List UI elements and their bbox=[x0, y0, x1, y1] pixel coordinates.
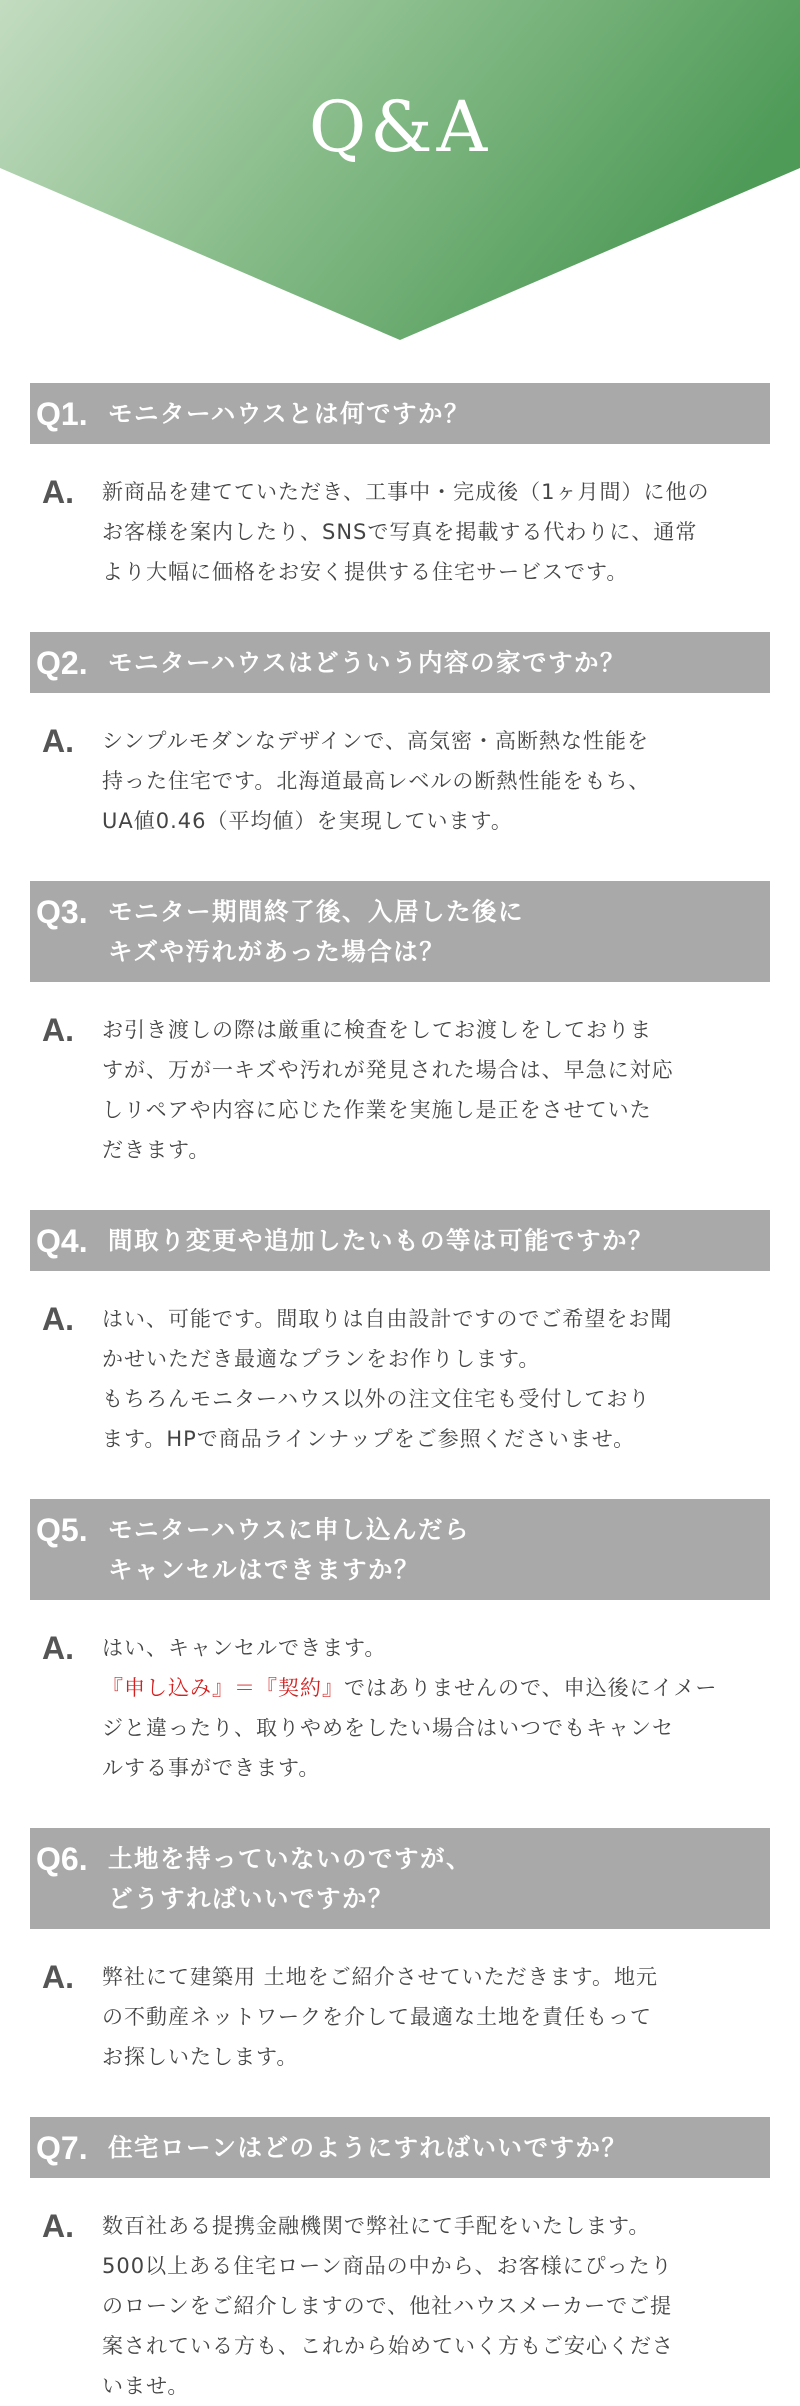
question-line: モニター期間終了後、入居した後に bbox=[108, 897, 524, 926]
answer-line: しリペアや内容に応じた作業を実施し是正をさせていた bbox=[102, 1098, 652, 1122]
question-text bbox=[108, 1221, 654, 1261]
page-title: Q&A bbox=[308, 86, 492, 168]
answer-line: 弊社にて建築用 土地をご紹介させていただきます。地元 bbox=[102, 1965, 658, 1989]
answer-text bbox=[102, 1010, 760, 1170]
question-bar bbox=[30, 1828, 770, 1929]
faq-list bbox=[0, 345, 800, 2406]
question-text bbox=[108, 394, 470, 434]
question-bar bbox=[30, 1210, 770, 1271]
answer-row bbox=[30, 2178, 770, 2406]
answer-mark: A. bbox=[42, 1012, 74, 1048]
answer-line: お探しいたします。 bbox=[102, 2045, 299, 2069]
question-text bbox=[108, 1839, 472, 1919]
answer-line: もちろんモニターハウス以外の注文住宅も受付しており bbox=[102, 1387, 651, 1411]
question-line: 間取り変更や追加したいもの等は可能ですか？ bbox=[108, 1226, 654, 1255]
question-line: 土地を持っていないのですが、 bbox=[108, 1844, 472, 1873]
question-bar bbox=[30, 2117, 770, 2178]
answer-line: 案されている方も、これから始めていく方もご安心くださ bbox=[102, 2334, 674, 2358]
answer-text bbox=[102, 472, 760, 592]
answer-text bbox=[102, 1957, 760, 2077]
question-text bbox=[108, 892, 524, 972]
highlight-text: 『申し込み』＝『契約』 bbox=[102, 1676, 344, 1700]
answer-mark: A. bbox=[42, 1959, 74, 1995]
faq-item-3 bbox=[30, 881, 770, 1170]
answer-line: はい、可能です。間取りは自由設計ですのでご希望をお聞 bbox=[102, 1307, 673, 1331]
answer-line: ルする事ができます。 bbox=[102, 1756, 321, 1780]
answer-row bbox=[30, 1271, 770, 1459]
answer-text bbox=[102, 1299, 760, 1459]
faq-item-4 bbox=[30, 1210, 770, 1459]
answer-text bbox=[102, 2206, 760, 2406]
question-line: キズや汚れがあった場合は？ bbox=[108, 937, 446, 966]
answer-row bbox=[30, 1929, 770, 2077]
answer-row bbox=[30, 693, 770, 841]
answer-row bbox=[30, 1600, 770, 1788]
answer-line: UA値0.46（平均値）を実現しています。 bbox=[102, 809, 513, 833]
question-line: モニターハウスに申し込んだら bbox=[108, 1515, 471, 1544]
answer-line: お客様を案内したり、SNSで写真を掲載する代わりに、通常 bbox=[102, 520, 698, 544]
answer-text bbox=[102, 721, 760, 841]
answer-line: 持った住宅です。北海道最高レベルの断熱性能をもち、 bbox=[102, 769, 651, 793]
answer-line: ジと違ったり、取りやめをしたい場合はいつでもキャンセ bbox=[102, 1716, 674, 1740]
question-line: モニターハウスとは何ですか？ bbox=[108, 399, 471, 428]
question-number: Q7. bbox=[36, 2130, 88, 2166]
question-bar bbox=[30, 881, 770, 982]
question-bar bbox=[30, 632, 770, 693]
question-number: Q2. bbox=[36, 645, 88, 681]
question-bar bbox=[30, 383, 770, 444]
answer-mark: A. bbox=[42, 1301, 74, 1337]
answer-row bbox=[30, 982, 770, 1170]
question-number: Q4. bbox=[36, 1223, 88, 1259]
question-line: 住宅ローンはどのようにすればいいですか？ bbox=[108, 2133, 628, 2162]
answer-line: より大幅に価格をお安く提供する住宅サービスです。 bbox=[102, 560, 629, 584]
answer-line: はい、キャンセルできます。 bbox=[102, 1636, 387, 1660]
answer-line bbox=[102, 1668, 760, 1708]
header-banner bbox=[0, 0, 800, 345]
faq-item-2 bbox=[30, 632, 770, 841]
answer-mark: A. bbox=[42, 2208, 74, 2244]
question-number: Q1. bbox=[36, 396, 88, 432]
question-line: モニターハウスはどういう内容の家ですか？ bbox=[108, 648, 627, 677]
answer-mark: A. bbox=[42, 723, 74, 759]
answer-mark: A. bbox=[42, 474, 74, 510]
faq-item-7 bbox=[30, 2117, 770, 2406]
question-number: Q5. bbox=[36, 1512, 88, 1548]
answer-line: お引き渡しの際は厳重に検査をしてお渡しをしておりま bbox=[102, 1018, 652, 1042]
question-number: Q6. bbox=[36, 1841, 88, 1877]
faq-item-1 bbox=[30, 383, 770, 592]
question-bar bbox=[30, 1499, 770, 1600]
faq-item-6 bbox=[30, 1828, 770, 2077]
answer-line: の不動産ネットワークを介して最適な土地を責任もって bbox=[102, 2005, 652, 2029]
answer-text bbox=[102, 1628, 760, 1788]
question-number: Q3. bbox=[36, 894, 88, 930]
answer-line: ます。HPで商品ラインナップをご参照くださいませ。 bbox=[102, 1427, 636, 1451]
answer-line: 新商品を建てていただき、工事中・完成後（1ヶ月間）に他の bbox=[102, 480, 710, 504]
answer-mark: A. bbox=[42, 1630, 74, 1666]
question-line: どうすればいいですか？ bbox=[108, 1884, 394, 1913]
answer-line: 500以上ある住宅ローン商品の中から、お客様にぴったり bbox=[102, 2254, 673, 2278]
question-text bbox=[108, 643, 626, 683]
answer-line: かせいただき最適なプランをお作りします。 bbox=[102, 1347, 541, 1371]
answer-line: いませ。 bbox=[102, 2374, 190, 2398]
answer-row bbox=[30, 444, 770, 592]
faq-item-5 bbox=[30, 1499, 770, 1788]
chevron-banner-shape bbox=[0, 0, 800, 345]
question-text bbox=[108, 2128, 628, 2168]
answer-line: 数百社ある提携金融機関で弊社にて手配をいたします。 bbox=[102, 2214, 651, 2238]
question-text bbox=[108, 1510, 470, 1590]
answer-line: だきます。 bbox=[102, 1138, 211, 1162]
answer-line: のローンをご紹介しますので、他社ハウスメーカーでご提 bbox=[102, 2294, 673, 2318]
answer-line: シンプルモダンなデザインで、高気密・高断熱な性能を bbox=[102, 729, 649, 753]
answer-line: すが、万が一キズや汚れが発見された場合は、早急に対応 bbox=[102, 1058, 674, 1082]
question-line: キャンセルはできますか？ bbox=[108, 1555, 420, 1584]
answer-line-rest: ではありませんので、申込後にイメー bbox=[344, 1676, 718, 1700]
